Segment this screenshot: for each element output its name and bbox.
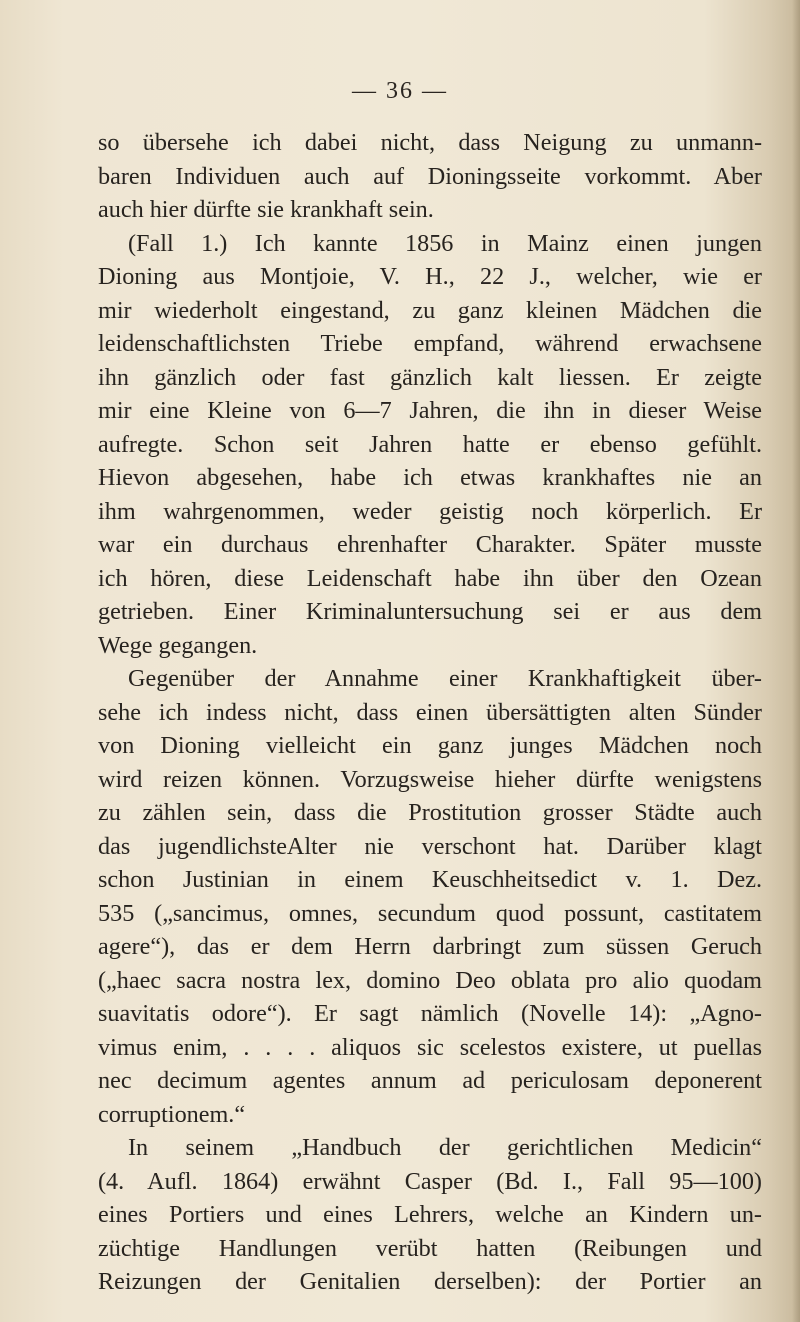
text-line: (4. Aufl. 1864) erwähnt Casper (Bd. I., Fall 95—100) [98,1167,762,1195]
text-line: auch hier dürfte sie krankhaft sein. [98,196,434,223]
text-line: mir wiederholt eingestand, zu ganz kleinen Mädchen die [98,296,762,324]
text-line: ihm wahrgenommen, weder geistig noch körperlich. Er [98,497,762,525]
text-line: In seinem „Handbuch der gerichtlichen Medicin“ [128,1134,762,1161]
text-line: zu zählen sein, dass die Prostitution grosser Städte auch [98,799,762,826]
page-edge-shadow [792,0,800,1322]
text-line: baren Individuen auch auf Dioningsseite vorkommt. Aber [98,162,762,190]
text-line: wird reizen können. Vorzugsweise hieher dürfte wenigstens [98,765,762,793]
text-line: vimus enim, . . . . aliquos sic scelestos existere, ut puellas [98,1033,762,1061]
text-line: agere“), das er dem Herrn darbringt zum süssen Geruch [98,933,762,960]
text-line: Hievon abgesehen, habe ich etwas krankhaftes nie an [98,464,762,491]
text-line: war ein durchaus ehrenhafter Charakter. Später musste [98,531,762,558]
text-line: getrieben. Einer Kriminaluntersuchung sei er aus dem [98,598,762,625]
text-line: Wege gegangen. [98,631,258,659]
text-line: ich hören, diese Leidenschaft habe ihn über den Ozean [98,564,762,592]
text-line: von Dioning vielleicht ein ganz junges Mädchen noch [98,732,762,759]
text-line: corruptionem.“ [98,1100,246,1128]
text-line: (Fall 1.) Ich kannte 1856 in Mainz einen jungen [128,229,762,257]
text-line: leidenschaftlichsten Triebe empfand, während erwachsene [98,330,762,357]
body-text [98,126,762,1299]
text-line: züchtige Handlungen verübt hatten (Reibungen und [98,1234,762,1262]
page-number: — 36 — [352,78,448,104]
text-line: ihn gänzlich oder fast gänzlich kalt liessen. Er zeigte [98,363,762,391]
text-line: schon Justinian in einem Keuschheitsedict v. 1. Dez. [98,866,762,893]
text-line: so übersehe ich dabei nicht, dass Neigung zu unmann- [98,129,762,156]
text-line: das jugendlichsteAlter nie verschont hat. Darüber klagt [98,832,762,860]
text-line: suavitatis odore“). Er sagt nämlich (Novelle 14): „Agno- [98,1000,762,1027]
text-line: („haec sacra nostra lex, domino Deo oblata pro alio quodam [98,966,762,994]
text-line: nec decimum agentes annum ad periculosam deponerent [98,1067,762,1094]
text-line: aufregte. Schon seit Jahren hatte er ebenso gefühlt. [98,430,762,458]
text-line: Gegenüber der Annahme einer Krankhaftigkeit über- [128,665,762,692]
text-line: Reizungen der Genitalien derselben): der Portier an [98,1268,762,1295]
text-line: mir eine Kleine von 6—7 Jahren, die ihn in dieser Weise [98,397,762,424]
text-line: eines Portiers und eines Lehrers, welche an Kindern un- [98,1201,762,1228]
text-line: sehe ich indess nicht, dass einen übersättigten alten Sünder [98,698,762,726]
text-line: 535 („sancimus, omnes, secundum quod possunt, castitatem [98,899,762,927]
text-line: Dioning aus Montjoie, V. H., 22 J., welcher, wie er [98,263,762,290]
